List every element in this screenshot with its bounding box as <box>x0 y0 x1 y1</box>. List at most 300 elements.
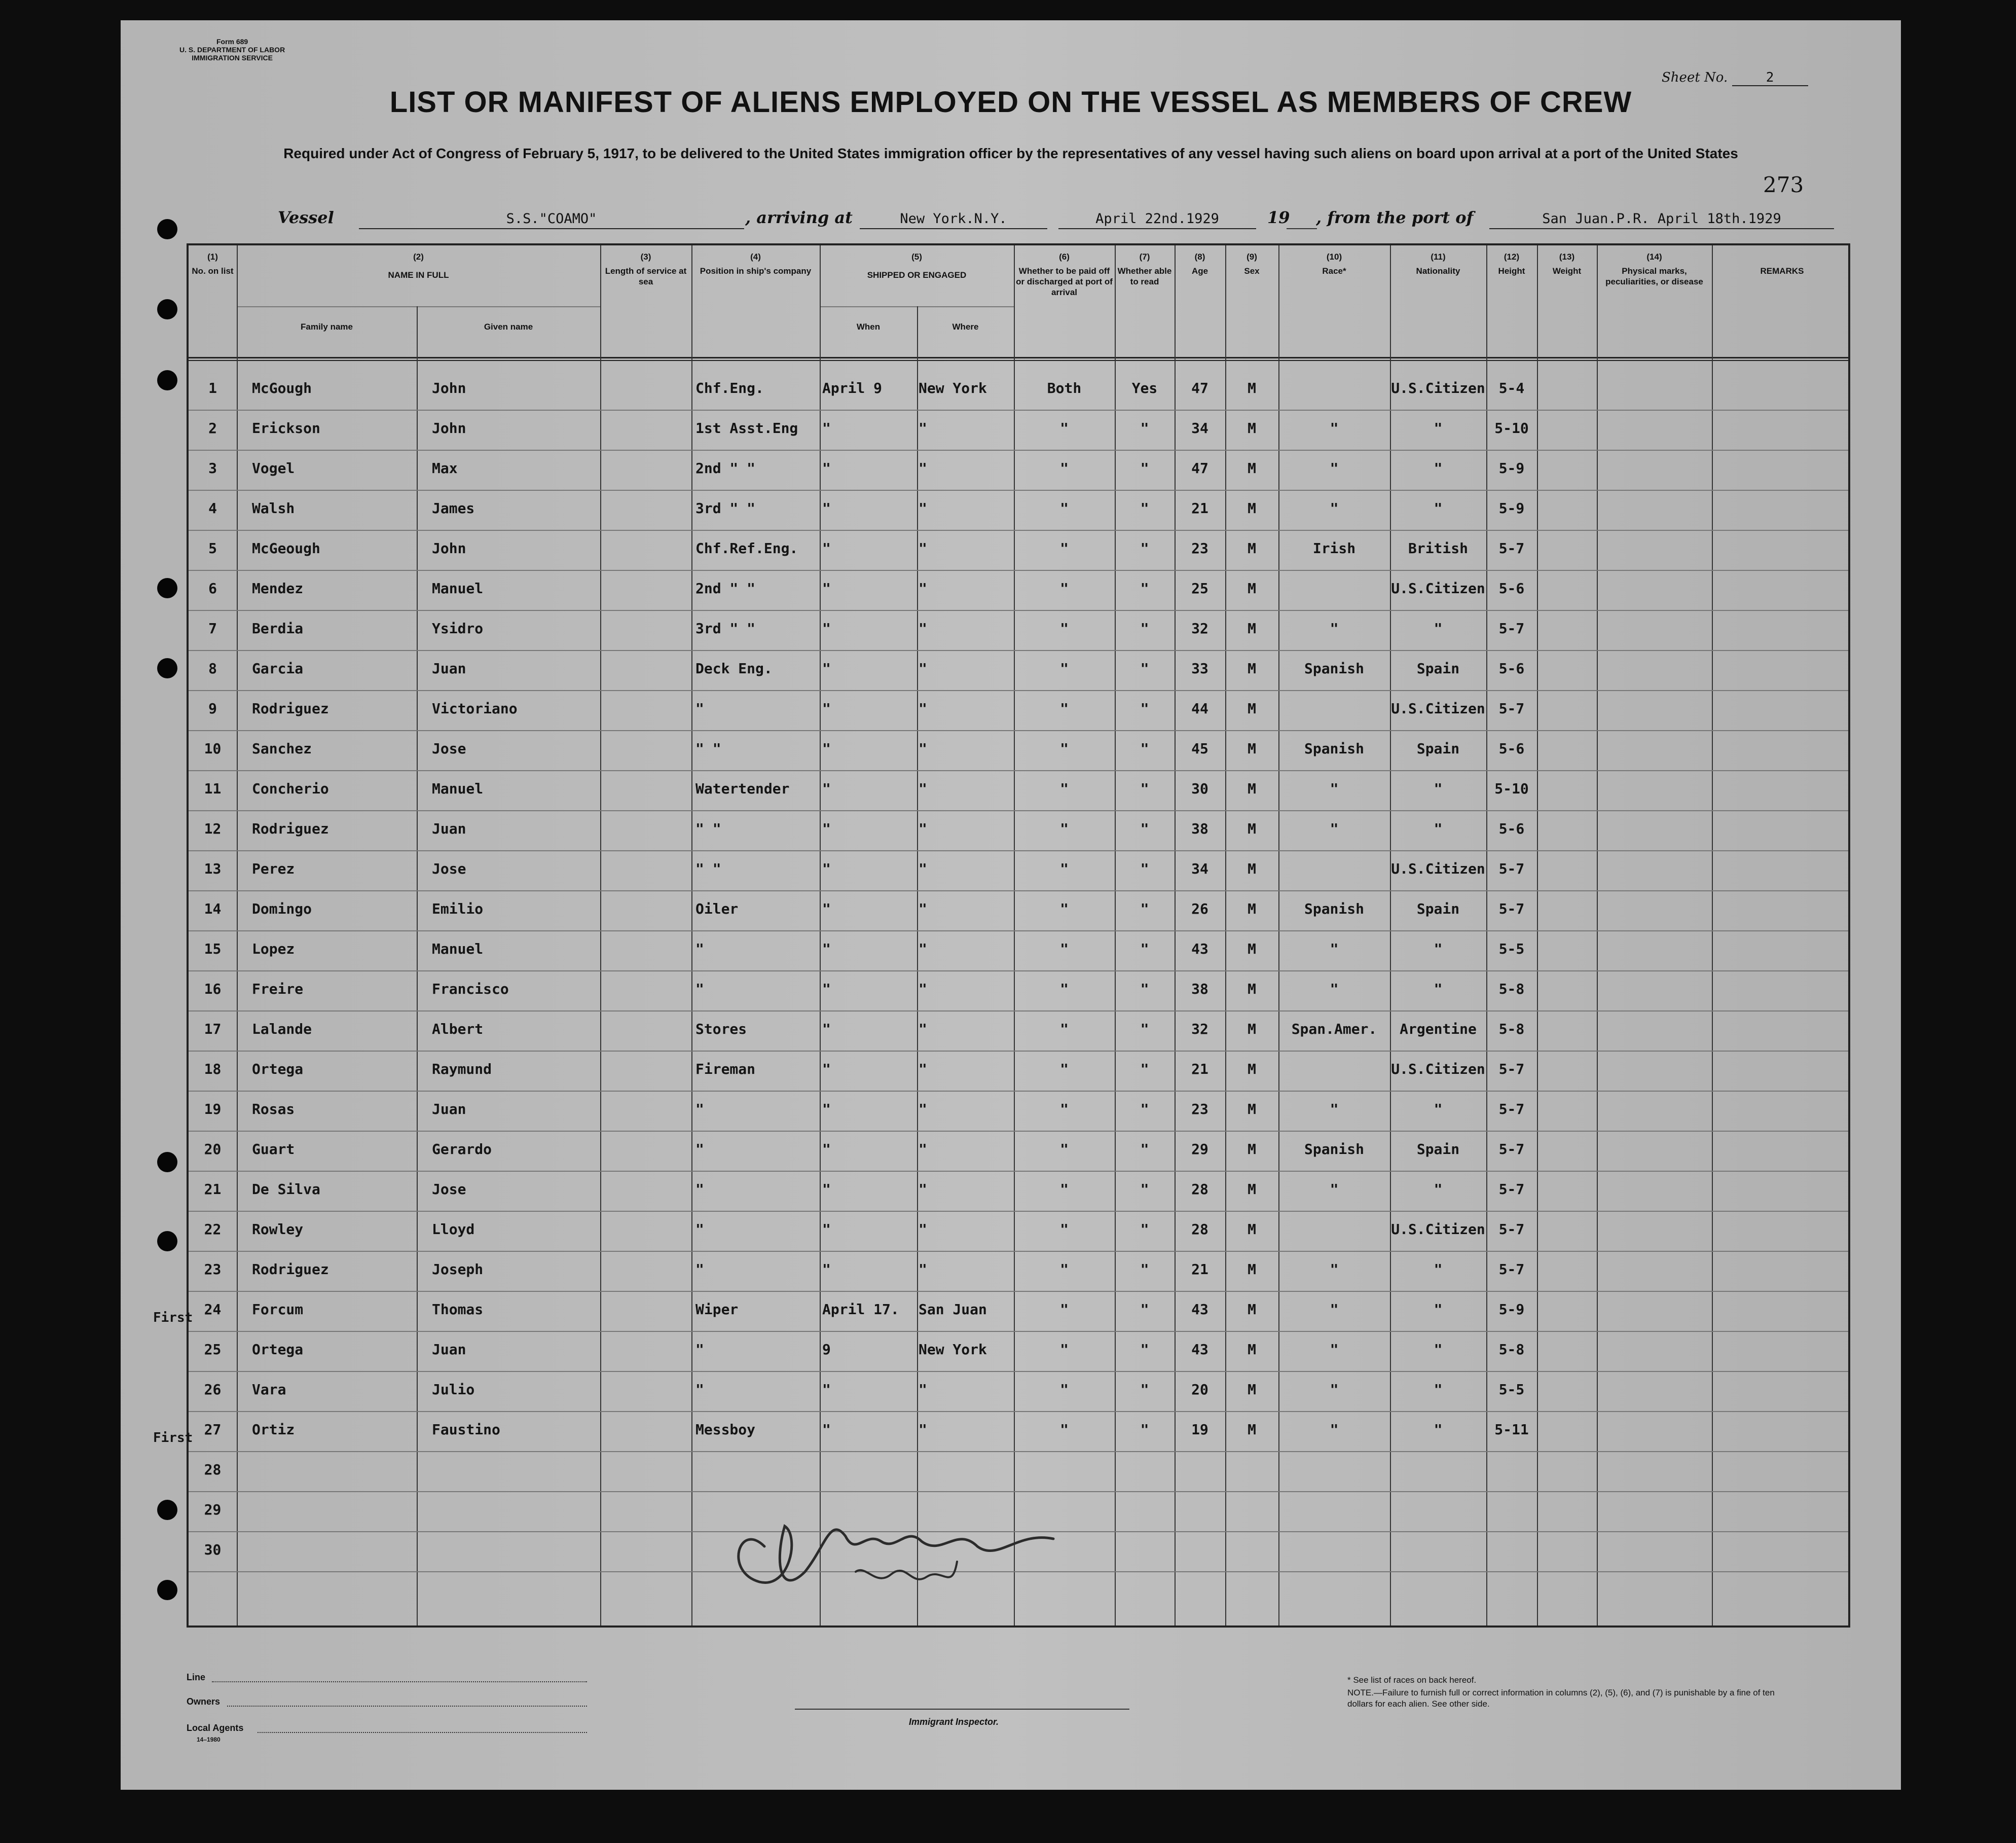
manifest-page <box>121 20 1901 1790</box>
sex: M <box>1248 1061 1256 1077</box>
able-to-read: " <box>1140 700 1149 717</box>
age: 28 <box>1191 1221 1208 1238</box>
age: 23 <box>1191 1101 1208 1117</box>
paid-off: " <box>1060 1301 1069 1318</box>
race: Spanish <box>1304 740 1364 757</box>
age: 32 <box>1191 620 1208 637</box>
height: 5-7 <box>1498 1061 1525 1077</box>
age: 21 <box>1191 500 1208 517</box>
paid-off: " <box>1060 1101 1069 1117</box>
shipped-when: " <box>822 1181 831 1198</box>
able-to-read: " <box>1140 820 1149 837</box>
able-to-read: " <box>1140 580 1149 597</box>
position: 2nd " " <box>695 580 756 597</box>
position: " <box>695 1381 704 1398</box>
header-rule <box>189 357 1848 358</box>
row-rule <box>189 1331 1848 1332</box>
shipped-where: " <box>919 1381 927 1398</box>
race: " <box>1330 1421 1339 1438</box>
able-to-read: " <box>1140 1101 1149 1117</box>
shipped-when: " <box>822 820 831 837</box>
row-rule <box>189 1371 1848 1372</box>
shipped-when: April 17. <box>822 1301 899 1318</box>
row-rule <box>189 1451 1848 1452</box>
nationality: " <box>1434 1341 1443 1358</box>
punch-hole <box>157 658 177 678</box>
age: 38 <box>1191 820 1208 837</box>
nationality: British <box>1408 540 1468 557</box>
family-name: Rodriguez <box>252 700 329 717</box>
age: 33 <box>1191 660 1208 677</box>
nationality: " <box>1434 500 1443 517</box>
race: " <box>1330 981 1339 997</box>
nationality: U.S.Citizen <box>1391 1061 1485 1077</box>
family-name: Lalande <box>252 1021 312 1037</box>
row-note: First <box>153 1310 193 1325</box>
height: 5-8 <box>1498 1341 1525 1358</box>
shipped-where: " <box>919 981 927 997</box>
position: " <box>695 1101 704 1117</box>
row-rule <box>189 930 1848 931</box>
agents-label: Local Agents <box>187 1723 244 1733</box>
inspector-signature-line <box>795 1709 1129 1710</box>
able-to-read: " <box>1140 1301 1149 1318</box>
height: 5-7 <box>1498 620 1525 637</box>
agents-code: 14–1980 <box>197 1736 221 1743</box>
position: Wiper <box>695 1301 739 1318</box>
column-header-c10: Race* <box>1322 266 1346 276</box>
row-number: 2 <box>208 420 217 437</box>
shipped-where: New York <box>919 380 987 396</box>
nationality: " <box>1434 1101 1443 1117</box>
row-rule <box>189 690 1848 691</box>
inspector-signature <box>704 1470 1089 1612</box>
column-rule <box>1225 245 1226 1625</box>
punch-hole <box>157 1231 177 1251</box>
shipped-when: " <box>822 540 831 557</box>
column-number: (3) <box>640 252 651 262</box>
able-to-read: " <box>1140 900 1149 917</box>
able-to-read: " <box>1140 1221 1149 1238</box>
column-header-c5: SHIPPED OR ENGAGED <box>867 270 967 280</box>
sex: M <box>1248 1381 1256 1398</box>
shipped-where: " <box>919 1061 927 1077</box>
age: 25 <box>1191 580 1208 597</box>
paid-off: " <box>1060 1221 1069 1238</box>
nationality: " <box>1434 460 1443 477</box>
shipped-where: " <box>919 780 927 797</box>
paid-off: " <box>1060 1421 1069 1438</box>
shipped-when: " <box>822 1101 831 1117</box>
column-number: (7) <box>1139 252 1150 262</box>
paid-off: " <box>1060 420 1069 437</box>
age: 30 <box>1191 780 1208 797</box>
shipped-where: " <box>919 860 927 877</box>
family-name: Mendez <box>252 580 304 597</box>
able-to-read: " <box>1140 1141 1149 1158</box>
sheet-number: 2 <box>1732 70 1808 86</box>
row-rule <box>189 410 1848 411</box>
height: 5-7 <box>1498 1181 1525 1198</box>
position: " <box>695 1341 704 1358</box>
height: 5-7 <box>1498 1261 1525 1278</box>
height: 5-7 <box>1498 1101 1525 1117</box>
row-rule <box>189 810 1848 811</box>
row-rule <box>189 610 1848 611</box>
paid-off: " <box>1060 700 1069 717</box>
family-name: Rodriguez <box>252 820 329 837</box>
height: 5-5 <box>1498 941 1525 957</box>
age: 20 <box>1191 1381 1208 1398</box>
able-to-read: " <box>1140 941 1149 957</box>
height: 5-8 <box>1498 981 1525 997</box>
row-rule <box>189 530 1848 531</box>
shipped-when: " <box>822 1061 831 1077</box>
position: Stores <box>695 1021 747 1037</box>
family-name: Ortiz <box>252 1421 295 1438</box>
shipped-when: " <box>822 1421 831 1438</box>
given-name: Victoriano <box>432 700 518 717</box>
race: " <box>1330 1181 1339 1198</box>
punch-hole <box>157 370 177 390</box>
row-number: 25 <box>204 1341 222 1358</box>
shipped-where: " <box>919 1141 927 1158</box>
column-rule <box>1597 245 1598 1625</box>
shipped-where: " <box>919 1021 927 1037</box>
position: " <box>695 1221 704 1238</box>
sex: M <box>1248 380 1256 396</box>
row-number: 12 <box>204 820 222 837</box>
position: Chf.Ref.Eng. <box>695 540 798 557</box>
column-header-c3: Length of service at sea <box>605 266 687 286</box>
race: " <box>1330 500 1339 517</box>
column-header-when: When <box>856 322 881 332</box>
form-number: Form 689 <box>216 38 248 46</box>
sex: M <box>1248 820 1256 837</box>
height: 5-9 <box>1498 1301 1525 1318</box>
shipped-where: " <box>919 620 927 637</box>
row-rule <box>189 1010 1848 1011</box>
row-rule <box>189 570 1848 571</box>
age: 47 <box>1191 460 1208 477</box>
race: Irish <box>1312 540 1356 557</box>
shipped-where: " <box>919 740 927 757</box>
paid-off: " <box>1060 1141 1069 1158</box>
nationality: " <box>1434 1421 1443 1438</box>
row-rule <box>189 890 1848 891</box>
height: 5-6 <box>1498 660 1525 677</box>
family-name: Lopez <box>252 941 295 957</box>
shipped-where: " <box>919 1421 927 1438</box>
nationality: U.S.Citizen <box>1391 860 1485 877</box>
sex: M <box>1248 1101 1256 1117</box>
shipped-when: " <box>822 1261 831 1278</box>
shipped-when: April 9 <box>822 380 883 396</box>
owners-blank <box>227 1706 587 1707</box>
column-header-c9: Sex <box>1244 266 1260 276</box>
sex: M <box>1248 1141 1256 1158</box>
column-number: (13) <box>1559 252 1575 262</box>
column-number: (5) <box>911 252 922 262</box>
family-name: Ortega <box>252 1061 304 1077</box>
given-name: Juan <box>432 1101 466 1117</box>
position: " <box>695 1261 704 1278</box>
sex: M <box>1248 1261 1256 1278</box>
position: " <box>695 981 704 997</box>
able-to-read: " <box>1140 1181 1149 1198</box>
height: 5-7 <box>1498 700 1525 717</box>
age: 21 <box>1191 1261 1208 1278</box>
age: 43 <box>1191 1301 1208 1318</box>
position: Deck Eng. <box>695 660 773 677</box>
column-header-c13: Weight <box>1552 266 1582 276</box>
column-number: (8) <box>1194 252 1205 262</box>
column-rule <box>1486 245 1487 1625</box>
column-rule <box>691 245 692 1625</box>
shipped-when: 9 <box>822 1341 831 1358</box>
column-rule <box>1537 245 1538 1625</box>
position: " " <box>695 820 721 837</box>
year-prefix: 19 <box>1267 208 1290 227</box>
row-number: 30 <box>204 1541 222 1558</box>
row-number: 10 <box>204 740 222 757</box>
family-name: Guart <box>252 1141 295 1158</box>
shipped-where: " <box>919 700 927 717</box>
line-blank <box>212 1681 587 1682</box>
nationality: " <box>1434 780 1443 797</box>
shipped-when: " <box>822 1221 831 1238</box>
able-to-read: " <box>1140 1261 1149 1278</box>
column-number: (12) <box>1504 252 1520 262</box>
family-name: Erickson <box>252 420 320 437</box>
given-name: Albert <box>432 1021 484 1037</box>
row-number: 4 <box>208 500 217 517</box>
sex: M <box>1248 1421 1256 1438</box>
family-name: Vara <box>252 1381 286 1398</box>
given-name: Manuel <box>432 941 484 957</box>
race: " <box>1330 820 1339 837</box>
row-number: 16 <box>204 981 222 997</box>
height: 5-5 <box>1498 1381 1525 1398</box>
header-rule <box>189 360 1848 361</box>
able-to-read: " <box>1140 460 1149 477</box>
race: " <box>1330 620 1339 637</box>
race: " <box>1330 1301 1339 1318</box>
sex: M <box>1248 780 1256 797</box>
family-name: Ortega <box>252 1341 304 1358</box>
position: " " <box>695 740 721 757</box>
height: 5-7 <box>1498 900 1525 917</box>
agents-blank <box>258 1732 587 1733</box>
position: " <box>695 700 704 717</box>
family-name: Rodriguez <box>252 1261 329 1278</box>
column-number: (10) <box>1326 252 1342 262</box>
position: 3rd " " <box>695 500 756 517</box>
shipped-when: " <box>822 941 831 957</box>
sex: M <box>1248 740 1256 757</box>
given-name: Joseph <box>432 1261 484 1278</box>
age: 23 <box>1191 540 1208 557</box>
nationality: U.S.Citizen <box>1391 1221 1485 1238</box>
paid-off: " <box>1060 1181 1069 1198</box>
punch-hole <box>157 299 177 319</box>
family-name: Freire <box>252 981 304 997</box>
shipped-when: " <box>822 1381 831 1398</box>
family-name: Rowley <box>252 1221 304 1238</box>
sex: M <box>1248 540 1256 557</box>
row-rule <box>189 1291 1848 1292</box>
row-rule <box>189 1251 1848 1252</box>
nationality: U.S.Citizen <box>1391 580 1485 597</box>
able-to-read: " <box>1140 740 1149 757</box>
row-number: 26 <box>204 1381 222 1398</box>
position: Oiler <box>695 900 739 917</box>
height: 5-11 <box>1494 1421 1529 1438</box>
age: 43 <box>1191 1341 1208 1358</box>
position: " <box>695 941 704 957</box>
able-to-read: " <box>1140 660 1149 677</box>
height: 5-4 <box>1498 380 1525 396</box>
column-rule <box>600 245 601 1625</box>
age: 21 <box>1191 1061 1208 1077</box>
nationality: " <box>1434 1181 1443 1198</box>
row-number: 7 <box>208 620 217 637</box>
column-rule <box>1390 245 1391 1625</box>
paid-off: " <box>1060 580 1069 597</box>
row-number: 19 <box>204 1101 222 1117</box>
row-number: 29 <box>204 1501 222 1518</box>
column-number: (11) <box>1431 252 1446 262</box>
row-number: 3 <box>208 460 217 477</box>
age: 29 <box>1191 1141 1208 1158</box>
sex: M <box>1248 700 1256 717</box>
paid-off: " <box>1060 981 1069 997</box>
race: " <box>1330 1261 1339 1278</box>
given-name: John <box>432 540 466 557</box>
height: 5-7 <box>1498 1141 1525 1158</box>
given-name: Jose <box>432 740 466 757</box>
row-number: 23 <box>204 1261 222 1278</box>
nationality: " <box>1434 1261 1443 1278</box>
row-number: 1 <box>208 380 217 396</box>
able-to-read: Yes <box>1131 380 1158 396</box>
able-to-read: " <box>1140 1061 1149 1077</box>
column-rule <box>237 245 238 1625</box>
races-note: * See list of races on back hereof. <box>1347 1675 1477 1685</box>
column-header-c8: Age <box>1191 266 1208 276</box>
shipped-where: " <box>919 420 927 437</box>
able-to-read: " <box>1140 620 1149 637</box>
column-number: (4) <box>750 252 761 262</box>
paid-off: " <box>1060 900 1069 917</box>
shipped-where: " <box>919 900 927 917</box>
age: 19 <box>1191 1421 1208 1438</box>
sex: M <box>1248 580 1256 597</box>
given-name: James <box>432 500 475 517</box>
row-number: 17 <box>204 1021 222 1037</box>
row-number: 22 <box>204 1221 222 1238</box>
column-rule <box>917 306 918 1625</box>
column-header-c15: REMARKS <box>1760 266 1804 276</box>
able-to-read: " <box>1140 1421 1149 1438</box>
shipped-when: " <box>822 660 831 677</box>
race: Spanish <box>1304 660 1364 677</box>
age: 43 <box>1191 941 1208 957</box>
row-number: 15 <box>204 941 222 957</box>
paid-off: " <box>1060 941 1069 957</box>
column-header-c11: Nationality <box>1416 266 1460 276</box>
row-note: First <box>153 1430 193 1446</box>
given-name: Manuel <box>432 780 484 797</box>
family-name: Domingo <box>252 900 312 917</box>
row-number: 13 <box>204 860 222 877</box>
shipped-when: " <box>822 780 831 797</box>
nationality: Spain <box>1416 740 1460 757</box>
position: " " <box>695 860 721 877</box>
nationality: Spain <box>1416 1141 1460 1158</box>
column-header-c4: Position in ship's company <box>700 266 812 276</box>
family-name: Berdia <box>252 620 304 637</box>
signature-text: P.Ferragamo Insp. <box>830 1607 835 1608</box>
row-number: 20 <box>204 1141 222 1158</box>
column-rule <box>1175 245 1176 1625</box>
arriving-port: New York.N.Y. <box>860 211 1047 229</box>
given-name: Max <box>432 460 458 477</box>
shipped-where: San Juan <box>919 1301 987 1318</box>
age: 32 <box>1191 1021 1208 1037</box>
column-number: (14) <box>1646 252 1662 262</box>
shipped-where: " <box>919 941 927 957</box>
able-to-read: " <box>1140 981 1149 997</box>
paid-off: " <box>1060 620 1069 637</box>
sex: M <box>1248 981 1256 997</box>
departure-port: San Juan.P.R. April 18th.1929 <box>1489 211 1834 229</box>
paid-off: " <box>1060 820 1069 837</box>
family-name: Perez <box>252 860 295 877</box>
given-name: Julio <box>432 1381 475 1398</box>
family-name: Sanchez <box>252 740 312 757</box>
service-name: IMMIGRATION SERVICE <box>192 54 273 62</box>
shipped-when: " <box>822 420 831 437</box>
row-number: 9 <box>208 700 217 717</box>
column-header-c6: Whether to be paid off or discharged at port of arrival <box>1016 266 1113 297</box>
able-to-read: " <box>1140 420 1149 437</box>
punch-hole <box>157 1500 177 1520</box>
column-rule <box>1712 245 1713 1625</box>
race: Span.Amer. <box>1291 1021 1377 1037</box>
sheet-number-block <box>1662 70 1808 86</box>
position: " <box>695 1181 704 1198</box>
nationality: " <box>1434 1301 1443 1318</box>
position: Messboy <box>695 1421 756 1438</box>
row-rule <box>189 650 1848 651</box>
position: 3rd " " <box>695 620 756 637</box>
year-blank <box>1287 228 1317 229</box>
row-number: 24 <box>204 1301 222 1318</box>
sex: M <box>1248 1301 1256 1318</box>
shipped-when: " <box>822 700 831 717</box>
age: 26 <box>1191 900 1208 917</box>
line-label: Line <box>187 1672 206 1682</box>
position: Watertender <box>695 780 790 797</box>
sex: M <box>1248 660 1256 677</box>
paid-off: " <box>1060 540 1069 557</box>
age: 28 <box>1191 1181 1208 1198</box>
given-name: Raymund <box>432 1061 492 1077</box>
paid-off: " <box>1060 1021 1069 1037</box>
given-name: Francisco <box>432 981 509 997</box>
shipped-when: " <box>822 620 831 637</box>
